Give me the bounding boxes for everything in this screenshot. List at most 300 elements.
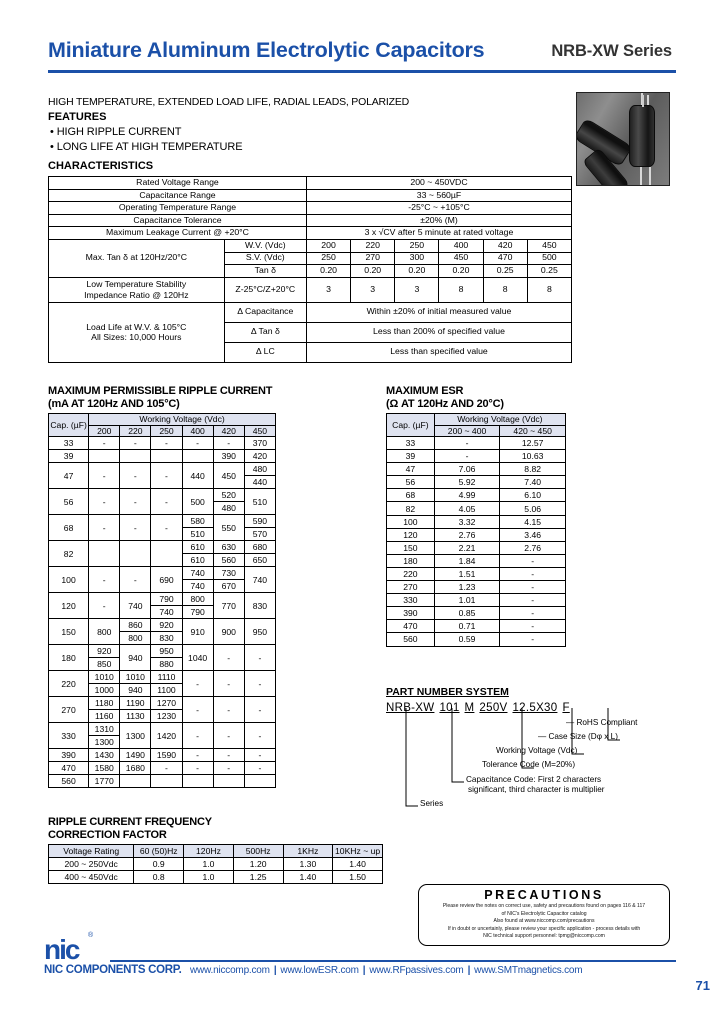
freq-factor-2: 1.25: [233, 871, 283, 884]
esr-cap-value: 180: [387, 554, 435, 567]
ripple-cell-250: -: [151, 489, 182, 515]
esr-value-200-400: 1.23: [434, 581, 500, 594]
esr-wv-header: Working Voltage (Vdc): [434, 414, 565, 426]
ripple-cap-value: 100: [49, 567, 89, 593]
ripple-cell-bottom: 830: [159, 632, 174, 643]
ripple-cell-200: [89, 450, 120, 463]
ripple-cell-top: 1310: [89, 723, 119, 736]
ripple-cell-top: 740: [183, 567, 213, 580]
lead-wire: [649, 167, 651, 186]
esr-value-200-400: 2.21: [434, 541, 500, 554]
ripple-cap-value: 220: [49, 671, 89, 697]
ripple-current-table: [48, 413, 276, 788]
tand-420: 0.25: [483, 265, 527, 278]
ripple-cell-420: [213, 541, 244, 567]
ripple-col-220: 220: [120, 425, 151, 437]
esr-value-200-400: 3.32: [434, 515, 500, 528]
ripple-cell-450: -: [244, 723, 275, 749]
ripple-cell-250: [151, 697, 182, 723]
freq-factor-4: 1.40: [333, 858, 383, 871]
precautions-line-4: If in doubt or uncertainly, please review your specific application - process details with: [447, 925, 641, 932]
ripple-cell-250: [151, 593, 182, 619]
freq-col-2: 120Hz: [184, 845, 234, 858]
wv-450: 450: [527, 239, 571, 252]
table-row: [49, 671, 276, 697]
ripple-cap-value: 68: [49, 515, 89, 541]
freq-title-line2: CORRECTION FACTOR: [48, 828, 167, 841]
table-row: [49, 775, 276, 788]
low-temp-label-line2: Impedance Ratio @ 120Hz: [84, 289, 189, 300]
ripple-cell-top: 630: [214, 541, 244, 554]
esr-cap-value: 390: [387, 607, 435, 620]
link-smtmagnetics[interactable]: www.SMTmagnetics.com: [474, 965, 583, 976]
pn-label-cap-code-2: significant, third character is multiplier: [468, 785, 605, 794]
tand-200: 0.20: [306, 265, 350, 278]
esr-cap-value: 220: [387, 567, 435, 580]
ripple-cell-250: -: [151, 437, 182, 450]
ripple-title-line1: MAXIMUM PERMISSIBLE RIPPLE CURRENT: [48, 385, 273, 397]
ripple-cell-top: 1180: [89, 697, 119, 710]
ripple-cell-400: -: [182, 697, 213, 723]
sv-220: 270: [351, 252, 395, 265]
page-title: Miniature Aluminum Electrolytic Capacitors: [48, 38, 485, 62]
ripple-cell-400: [182, 450, 213, 463]
op-temp-label: Operating Temperature Range: [49, 202, 307, 215]
ripple-cell-420: -: [213, 749, 244, 762]
esr-value-420-450: -: [500, 607, 566, 620]
pn-label-series: Series: [420, 799, 444, 808]
ripple-cell-220: -: [120, 515, 151, 541]
link-separator: |: [467, 965, 471, 976]
table-row: [387, 541, 566, 554]
ripple-cell-220: -: [120, 463, 151, 489]
z-220: 3: [351, 277, 395, 302]
leakage-value: 3 x √CV after 5 minute at rated voltage: [306, 227, 571, 240]
esr-value-200-400: 7.06: [434, 463, 500, 476]
ripple-cell-220: [120, 775, 151, 788]
table-row: [49, 697, 276, 723]
freq-factor-3: 1.40: [283, 871, 333, 884]
ripple-cell-200: -: [89, 515, 120, 541]
esr-value-420-450: -: [500, 620, 566, 633]
ripple-cell-bottom: 880: [159, 658, 174, 669]
precautions-line-3: Also found at www.niccomp.com/precautions: [493, 918, 595, 925]
table-header-row: [49, 845, 383, 858]
ripple-cell-220: [120, 671, 151, 697]
ripple-cell-top: 790: [151, 593, 181, 606]
ripple-cell-250: [151, 619, 182, 645]
table-row: [387, 607, 566, 620]
ripple-cell-top: 920: [151, 619, 181, 632]
ripple-cell-200: -: [89, 489, 120, 515]
product-photo: [576, 92, 670, 186]
esr-col-200-400: 200 ~ 400: [434, 425, 500, 437]
freq-col-3: 500Hz: [233, 845, 283, 858]
ripple-cell-250: 1590: [151, 749, 182, 762]
sv-250: 300: [395, 252, 439, 265]
freq-col-4: 1KHz: [283, 845, 333, 858]
wv-250: 250: [395, 239, 439, 252]
ripple-cell-bottom: 560: [221, 554, 236, 565]
ripple-cell-200: -: [89, 437, 120, 450]
wv-200: 200: [306, 239, 350, 252]
ripple-cell-420: 450: [213, 463, 244, 489]
ripple-cell-200: -: [89, 593, 120, 619]
freq-col-1: 60 (50)Hz: [134, 845, 184, 858]
ripple-cell-bottom: 1300: [94, 736, 114, 747]
delta-cap-value: Within ±20% of initial measured value: [306, 302, 571, 322]
freq-factor-2: 1.20: [233, 858, 283, 871]
ripple-cap-value: 390: [49, 749, 89, 762]
table-row: [49, 463, 276, 489]
ripple-cell-420: -: [213, 762, 244, 775]
ripple-cell-450: -: [244, 697, 275, 723]
ripple-cell-450: [244, 515, 275, 541]
ripple-cell-bottom: 510: [190, 528, 205, 539]
pn-code-tol: M: [464, 702, 475, 714]
table-row: [387, 437, 566, 450]
ripple-cell-200: -: [89, 567, 120, 593]
ripple-cell-250: -: [151, 463, 182, 489]
ripple-cell-bottom: 1130: [126, 710, 145, 721]
ripple-cell-250: [151, 541, 182, 567]
page-number: 71: [695, 978, 710, 993]
rated-voltage-label: Rated Voltage Range: [49, 177, 307, 190]
freq-factor-3: 1.30: [283, 858, 333, 871]
table-row: [387, 528, 566, 541]
pn-code-case: 12.5X30: [512, 702, 558, 714]
ripple-cell-bottom: 440: [252, 476, 268, 487]
rated-voltage-value: 200 ~ 450VDC: [306, 177, 571, 190]
wv-label: W.V. (Vdc): [224, 239, 306, 252]
freq-voltage-rating: 400 ~ 450Vdc: [49, 871, 134, 884]
esr-value-420-450: 12.57: [500, 437, 566, 450]
nic-logo: [44, 930, 106, 965]
table-row: [49, 858, 383, 871]
table-row: [49, 437, 276, 450]
link-separator: |: [273, 965, 277, 976]
table-row: [49, 567, 276, 593]
ripple-cell-400: 440: [182, 463, 213, 489]
ripple-cell-400: -: [182, 762, 213, 775]
ripple-cell-450: 950: [244, 619, 275, 645]
pn-label-working-voltage: Working Voltage (Vdc): [496, 746, 578, 755]
ripple-cell-bottom: 800: [128, 632, 143, 643]
sv-200: 250: [306, 252, 350, 265]
ripple-cell-top: 800: [183, 593, 213, 606]
ripple-cell-bottom: 1000: [94, 684, 114, 695]
ripple-cell-220: 740: [120, 593, 151, 619]
freq-col-0: Voltage Rating: [49, 845, 134, 858]
precautions-line-1: Please review the notes on correct use, safety and precautions found on pages 116 & 117: [442, 903, 646, 909]
part-number-section: [386, 686, 676, 808]
tand-450: 0.25: [527, 265, 571, 278]
ripple-cell-top: 730: [214, 567, 244, 580]
esr-value-420-450: -: [500, 594, 566, 607]
table-row: [49, 214, 572, 227]
ripple-cell-220: [120, 697, 151, 723]
esr-value-200-400: 4.05: [434, 502, 500, 515]
product-subtitle: HIGH TEMPERATURE, EXTENDED LOAD LIFE, RADIAL LEADS, POLARIZED: [48, 96, 410, 108]
table-row: [387, 489, 566, 502]
esr-value-420-450: 2.76: [500, 541, 566, 554]
z-450: 8: [527, 277, 571, 302]
ripple-cell-420: 900: [213, 619, 244, 645]
ripple-col-420: 420: [213, 425, 244, 437]
sv-450: 500: [527, 252, 571, 265]
ripple-col-400: 400: [182, 425, 213, 437]
z-420: 8: [483, 277, 527, 302]
feature-item-2: • LONG LIFE AT HIGH TEMPERATURE: [50, 141, 243, 153]
ripple-cell-top: 1010: [120, 671, 150, 684]
footer-divider: [110, 960, 676, 962]
ripple-cell-450: 740: [244, 567, 275, 593]
ripple-current-section: [48, 385, 276, 788]
ripple-cell-400: 1040: [182, 645, 213, 671]
ripple-cell-450: 830: [244, 593, 275, 619]
ripple-cell-top: 1190: [120, 697, 150, 710]
ripple-cell-top: 860: [120, 619, 150, 632]
esr-value-420-450: 5.06: [500, 502, 566, 515]
low-temp-label-line1: Low Temperature Stability: [86, 279, 187, 290]
pn-code-cap: 101: [439, 702, 460, 714]
esr-cap-value: 39: [387, 450, 435, 463]
company-name: NIC COMPONENTS CORP.: [44, 964, 182, 976]
load-life-label: [49, 302, 225, 362]
z-400: 8: [439, 277, 483, 302]
pn-label-tolerance: Tolerance Code (M=20%): [482, 760, 576, 769]
load-life-line2: All Sizes: 10,000 Hours: [91, 332, 182, 343]
ripple-cell-bottom: 940: [128, 684, 143, 695]
ripple-cell-420: 550: [213, 515, 244, 541]
lead-wire: [640, 167, 642, 186]
ripple-cell-220: 940: [120, 645, 151, 671]
ripple-cell-bottom: 1100: [157, 684, 176, 695]
freq-factor-0: 0.9: [134, 858, 184, 871]
cap-range-value: 33 ~ 560µF: [306, 189, 571, 202]
ripple-cap-value: 560: [49, 775, 89, 788]
table-row: [49, 450, 276, 463]
pn-code-rohs: F: [562, 702, 570, 714]
ripple-cell-400: 500: [182, 489, 213, 515]
ripple-cell-220: -: [120, 489, 151, 515]
table-row: [49, 489, 276, 515]
table-row: [387, 620, 566, 633]
ripple-cell-400: [182, 515, 213, 541]
tolerance-label: Capacitance Tolerance: [49, 214, 307, 227]
part-number-callouts: [386, 706, 676, 811]
ripple-cell-250: -: [151, 515, 182, 541]
precautions-box: [418, 884, 670, 946]
esr-cap-header: Cap. (µF): [387, 414, 435, 437]
ripple-cell-400: -: [182, 671, 213, 697]
ripple-cell-250: [151, 450, 182, 463]
esr-value-420-450: -: [500, 554, 566, 567]
series-name: NRB-XW Series: [551, 42, 672, 60]
ripple-cell-450: 510: [244, 489, 275, 515]
ripple-cell-220: [120, 450, 151, 463]
load-life-line1: Load Life at W.V. & 105°C: [86, 321, 187, 332]
ripple-cap-value: 33: [49, 437, 89, 450]
esr-cap-value: 82: [387, 502, 435, 515]
esr-value-420-450: -: [500, 633, 566, 646]
logo-text: nic: [44, 934, 79, 965]
table-row: [49, 515, 276, 541]
esr-cap-value: 33: [387, 437, 435, 450]
esr-cap-value: 270: [387, 581, 435, 594]
esr-col-420-450: 420 ~ 450: [500, 425, 566, 437]
esr-cap-value: 56: [387, 476, 435, 489]
delta-tan-label: Δ Tan δ: [224, 322, 306, 342]
precautions-line-2: of NIC's Electrolytic Capacitor catalog: [501, 910, 587, 917]
ripple-col-250: 250: [151, 425, 182, 437]
esr-title-line2: (Ω AT 120Hz AND 20°C): [386, 397, 504, 410]
ripple-cell-bottom: 610: [190, 554, 205, 565]
esr-value-420-450: 8.82: [500, 463, 566, 476]
link-lowesr[interactable]: www.lowESR.com: [280, 965, 359, 976]
link-niccomp[interactable]: www.niccomp.com: [190, 965, 270, 976]
footer-links: [190, 965, 582, 976]
ripple-cell-450: [244, 463, 275, 489]
esr-value-200-400: 1.51: [434, 567, 500, 580]
esr-cap-value: 330: [387, 594, 435, 607]
table-row: [49, 239, 572, 252]
ripple-cell-bottom: 1160: [94, 710, 114, 721]
tand-250: 0.20: [395, 265, 439, 278]
esr-value-200-400: 2.76: [434, 528, 500, 541]
delta-lc-value: Less than specified value: [306, 342, 571, 362]
characteristics-table: [48, 176, 572, 363]
tand-400: 0.20: [439, 265, 483, 278]
esr-value-420-450: 3.46: [500, 528, 566, 541]
ripple-cell-420: [213, 775, 244, 788]
ripple-cap-header: Cap. (µF): [49, 414, 89, 437]
wv-400: 400: [439, 239, 483, 252]
ripple-cell-400: 910: [182, 619, 213, 645]
table-row: [49, 277, 572, 302]
ripple-wv-header: Working Voltage (Vdc): [89, 414, 276, 426]
ripple-cap-value: 150: [49, 619, 89, 645]
freq-col-5: 10KHz ~ up: [333, 845, 383, 858]
table-row: [49, 749, 276, 762]
esr-value-420-450: 4.15: [500, 515, 566, 528]
characteristics-table-wrap: [48, 176, 572, 363]
esr-cap-value: 47: [387, 463, 435, 476]
ripple-cell-450: -: [244, 645, 275, 671]
ripple-cell-450: -: [244, 671, 275, 697]
ripple-cell-450: 370: [244, 437, 275, 450]
table-row: [49, 645, 276, 671]
ripple-cell-top: 590: [245, 515, 275, 528]
table-row: [387, 567, 566, 580]
ripple-cell-450: [244, 541, 275, 567]
ripple-cell-bottom: 570: [252, 528, 268, 539]
ripple-cell-450: 420: [244, 450, 275, 463]
table-row: [49, 593, 276, 619]
freq-factor-4: 1.50: [333, 871, 383, 884]
header-divider: [48, 70, 676, 73]
pn-code-series: NRB-XW: [386, 702, 435, 714]
delta-lc-label: Δ LC: [224, 342, 306, 362]
ripple-cell-250: [151, 645, 182, 671]
esr-cap-value: 100: [387, 515, 435, 528]
z-250: 3: [395, 277, 439, 302]
ripple-cell-top: 480: [245, 463, 275, 476]
ripple-cell-top: 1010: [89, 671, 119, 684]
link-separator: |: [362, 965, 366, 976]
ripple-cell-bottom: 670: [221, 580, 236, 591]
table-row: [387, 581, 566, 594]
esr-value-420-450: 6.10: [500, 489, 566, 502]
delta-tan-value: Less than 200% of specified value: [306, 322, 571, 342]
pn-label-case-size: — Case Size (Dφ x L): [538, 732, 618, 741]
ripple-cell-top: 610: [183, 541, 213, 554]
esr-value-200-400: 5.92: [434, 476, 500, 489]
table-row: [387, 450, 566, 463]
ripple-cell-400: -: [182, 723, 213, 749]
esr-value-200-400: 0.71: [434, 620, 500, 633]
ripple-cell-400: [182, 541, 213, 567]
table-row: [49, 177, 572, 190]
ripple-cell-200: 800: [89, 619, 120, 645]
ripple-cell-220: -: [120, 437, 151, 450]
feature-item-1: • HIGH RIPPLE CURRENT: [50, 126, 182, 138]
ripple-cell-420: [213, 567, 244, 593]
ripple-cell-420: -: [213, 697, 244, 723]
frequency-correction-section: [48, 816, 383, 884]
ripple-cell-420: [213, 489, 244, 515]
ripple-cell-bottom: 650: [252, 554, 268, 565]
ripple-col-450: 450: [244, 425, 275, 437]
link-rfpassives[interactable]: www.RFpassives.com: [369, 965, 464, 976]
table-row: [49, 723, 276, 749]
ripple-cap-value: 180: [49, 645, 89, 671]
ripple-cell-200: 1430: [89, 749, 120, 762]
ripple-cell-220: [120, 619, 151, 645]
ripple-cell-400: -: [182, 437, 213, 450]
esr-value-200-400: -: [434, 437, 500, 450]
ripple-cell-250: [151, 671, 182, 697]
esr-value-200-400: 1.01: [434, 594, 500, 607]
table-row: [387, 594, 566, 607]
table-row: [387, 476, 566, 489]
ripple-cell-220: -: [120, 567, 151, 593]
registered-icon: ®: [88, 932, 94, 939]
leakage-label: Maximum Leakage Current @ +20°C: [49, 227, 307, 240]
ripple-cap-value: 82: [49, 541, 89, 567]
features-heading: FEATURES: [48, 111, 107, 123]
freq-factor-1: 1.0: [184, 858, 234, 871]
table-row: [49, 189, 572, 202]
ripple-cell-bottom: 790: [190, 606, 205, 617]
esr-value-420-450: 10.63: [500, 450, 566, 463]
tand-220: 0.20: [351, 265, 395, 278]
table-row: [387, 502, 566, 515]
esr-value-420-450: -: [500, 567, 566, 580]
ripple-cell-top: 950: [151, 645, 181, 658]
esr-value-420-450: 7.40: [500, 476, 566, 489]
ripple-cell-420: -: [213, 645, 244, 671]
wv-220: 220: [351, 239, 395, 252]
characteristics-heading: CHARACTERISTICS: [48, 160, 154, 172]
ripple-cell-200: [89, 671, 120, 697]
tolerance-value: ±20% (M): [306, 214, 571, 227]
table-header-row: [49, 414, 276, 426]
frequency-correction-table: [48, 844, 383, 884]
ripple-cell-top: 920: [89, 645, 119, 658]
delta-cap-label: Δ Capacitance: [224, 302, 306, 322]
capacitor-body: [629, 105, 655, 167]
